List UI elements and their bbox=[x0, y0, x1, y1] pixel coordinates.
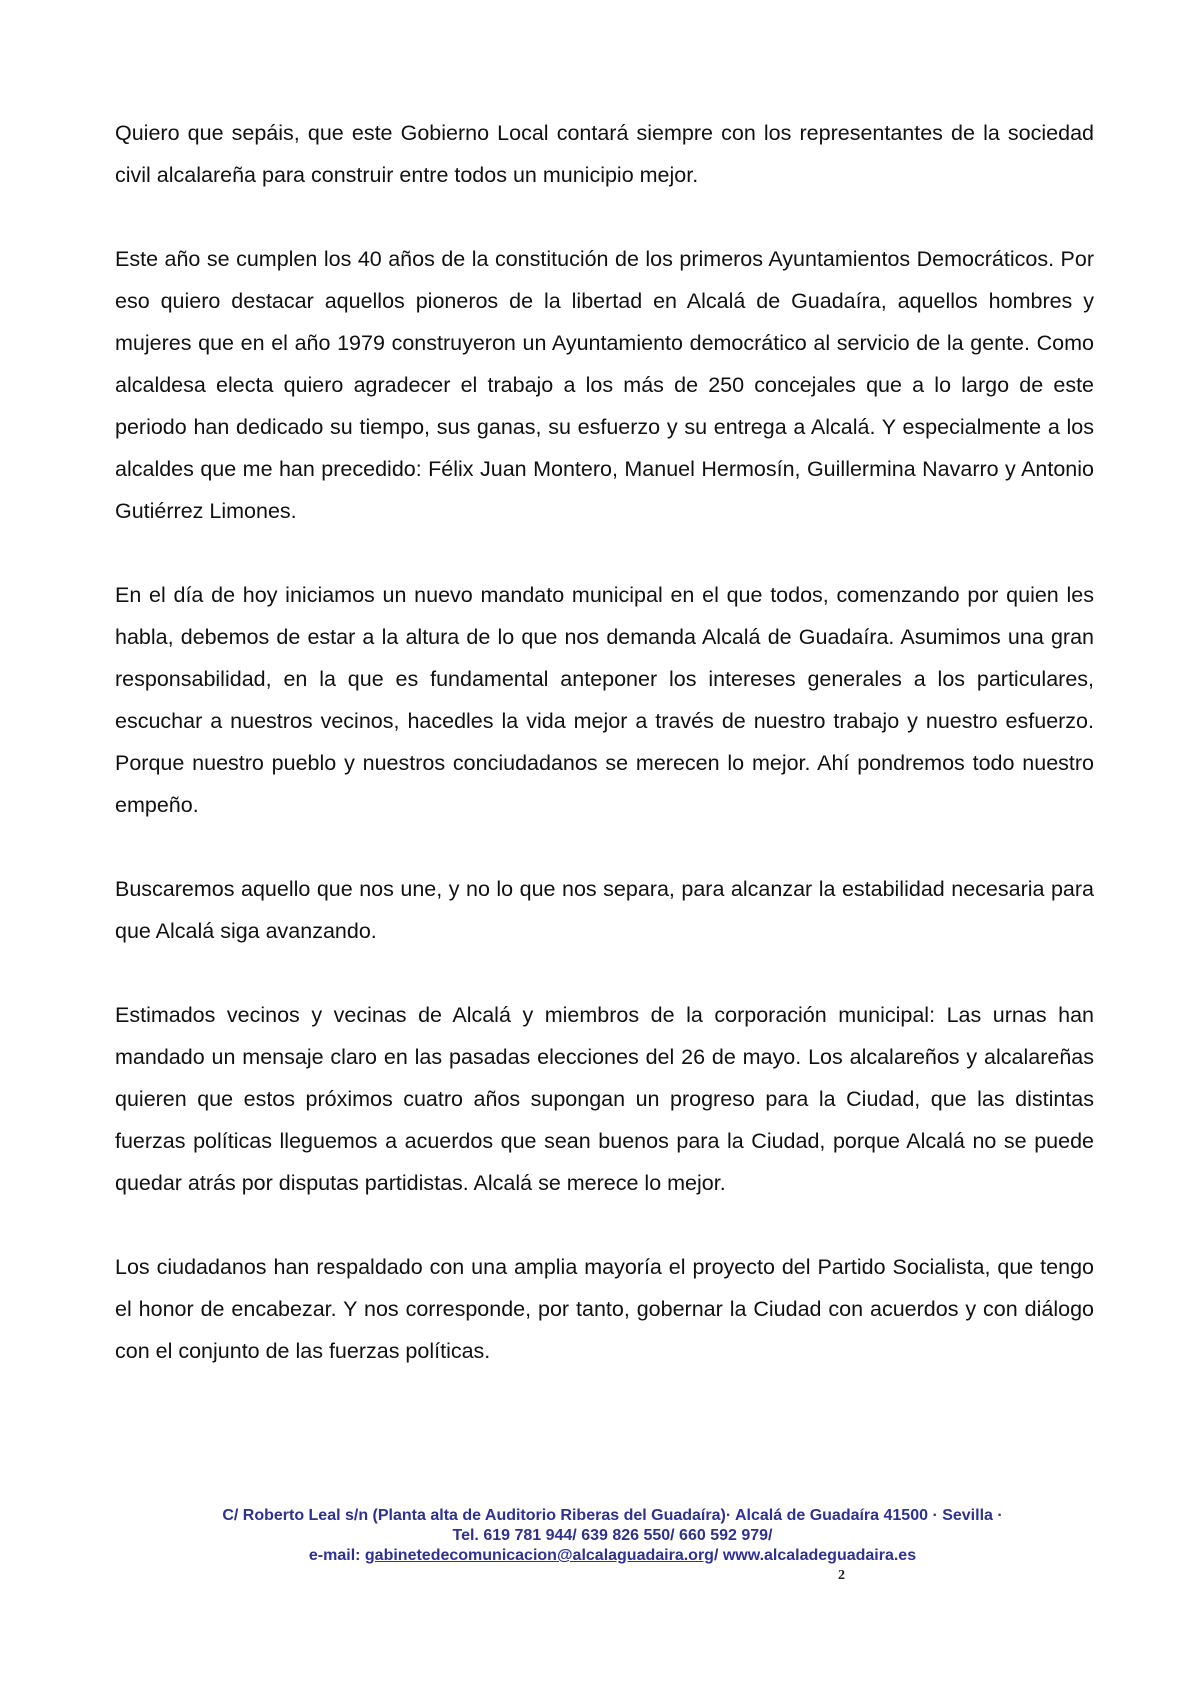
paragraph-40-anos: Este año se cumplen los 40 años de la constitución de los primeros Ayuntamientos Democráticos. Por eso quiero destacar aquellos pioneros de la libertad en Alcalá de Guadaíra, aquellos hombres y mujeres que en el año 1979 construyeron un Ayuntamiento democrático al servicio de la gente. Como alcaldesa electa quiero agradecer el trabajo a los más de 250 concejales que a lo largo de este periodo han dedicado su tiempo, sus ganas, su esfuerzo y su entrega a Alcalá. Y especialmente a los alcaldes que me han precedido: Félix Juan Montero, Manuel Hermosín, Guillermina Navarro y Antonio Gutiérrez Limones. bbox=[115, 247, 1094, 523]
paragraph-ciudadanos: Los ciudadanos han respaldado con una amplia mayoría el proyecto del Partido Socialista, que tengo el honor de encabezar. Y nos corresponde, por tanto, gobernar la Ciudad con acuerdos y con diálogo con el conjunto de las fuerzas políticas. bbox=[115, 1255, 1094, 1363]
footer-contact bbox=[140, 1546, 1085, 1566]
document-body bbox=[115, 112, 1094, 1414]
footer-website[interactable]: www.alcaladeguadaira.es bbox=[722, 1547, 917, 1564]
footer-phones: Tel. 619 781 944/ 639 826 550/ 660 592 979/ bbox=[452, 1527, 773, 1544]
paragraph-buscaremos: Buscaremos aquello que nos une, y no lo que nos separa, para alcanzar la estabilidad necesaria para que Alcalá siga avanzando. bbox=[115, 877, 1094, 943]
page-number: 2 bbox=[838, 1568, 845, 1583]
footer-address: C/ Roberto Leal s/n (Planta alta de Auditorio Riberas del Guadaíra)· Alcalá de Guadaíra 41500 · Sevilla · bbox=[222, 1507, 1003, 1524]
paragraph-sociedad-civil: Quiero que sepáis, que este Gobierno Local contará siempre con los representantes de la sociedad civil alcalareña para construir entre todos un municipio mejor. bbox=[115, 121, 1094, 187]
page-footer bbox=[140, 1506, 1085, 1566]
paragraph-estimados-vecinos: Estimados vecinos y vecinas de Alcalá y miembros de la corporación municipal: Las urnas han mandado un mensaje claro en las pasadas elecciones del 26 de mayo. Los alcalareños y alcalareñas quieren que estos próximos cuatro años supongan un progreso para la Ciudad, que las distintas fuerzas políticas lleguemos a acuerdos que sean buenos para la Ciudad, porque Alcalá no se puede quedar atrás por disputas partidistas. Alcalá se merece lo mejor. bbox=[115, 1003, 1094, 1195]
footer-email-label: e-mail: bbox=[308, 1547, 365, 1564]
paragraph-nuevo-mandato: En el día de hoy iniciamos un nuevo mandato municipal en el que todos, comenzando por quien les habla, debemos de estar a la altura de lo que nos demanda Alcalá de Guadaíra. Asumimos una gran responsabilidad, en la que es fundamental anteponer los intereses generales a los particulares, escuchar a nuestros vecinos, hacedles la vida mejor a través de nuestro trabajo y nuestro esfuerzo. Porque nuestro pueblo y nuestros conciudadanos se merecen lo mejor. Ahí pondremos todo nuestro empeño. bbox=[115, 583, 1094, 817]
footer-email-link[interactable]: gabinetedecomunicacion@alcalaguadaira.org bbox=[364, 1547, 714, 1564]
footer-separator: / bbox=[713, 1547, 723, 1564]
